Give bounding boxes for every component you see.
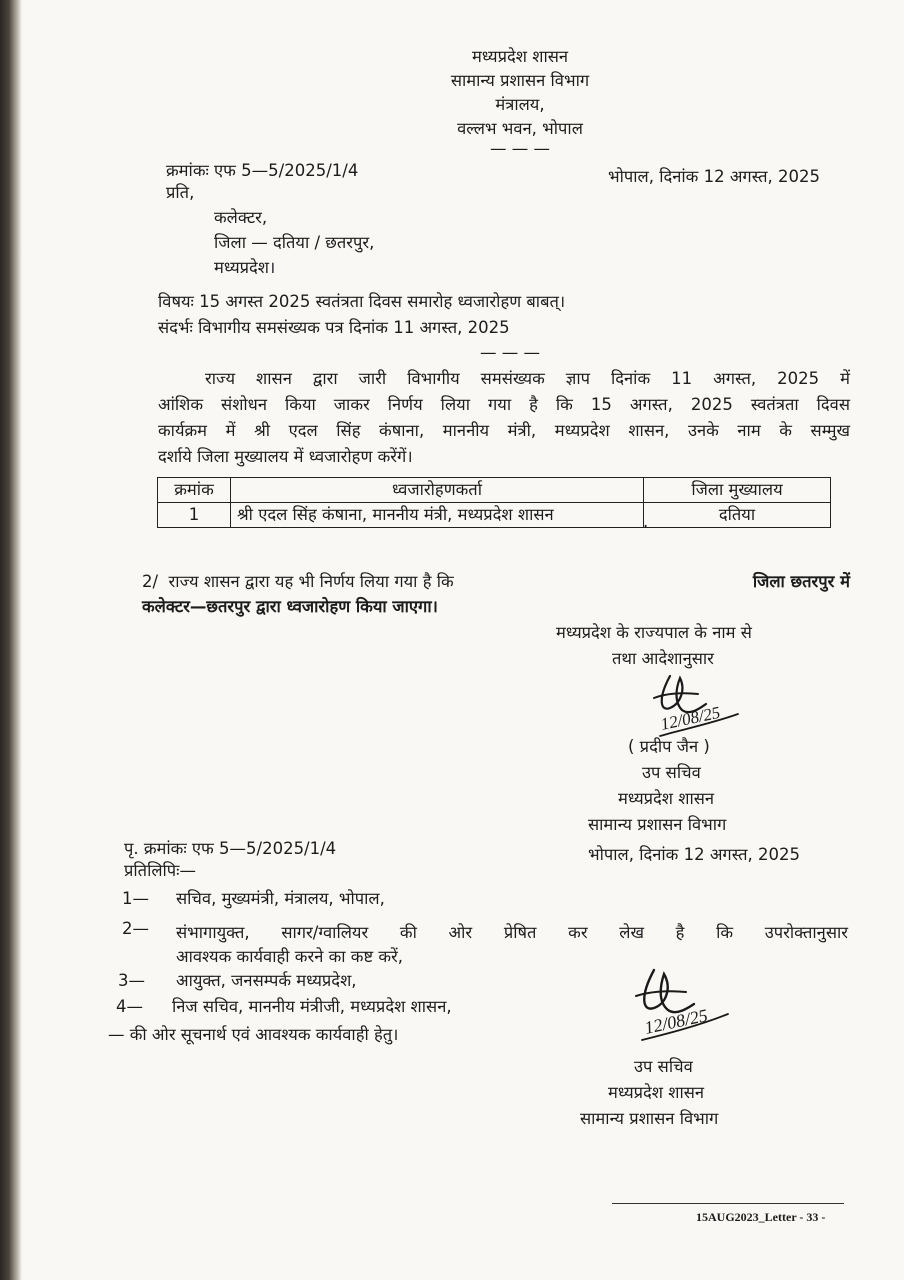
- cell-sno: 1: [158, 503, 231, 528]
- to-label: प्रति,: [166, 183, 195, 202]
- subject-line: विषयः 15 अगस्त 2025 स्वतंत्रता दिवस समारोह ध्वजारोहण बाबत्।: [158, 292, 566, 311]
- copy-item-2-text-cont: आवश्यक कार्यवाही करने का कष्ट करें,: [176, 947, 404, 966]
- header-address: वल्लभ भवन, भोपाल: [457, 119, 583, 138]
- copy-item-4-text: निज सचिव, माननीय मंत्रीजी, मध्यप्रदेश शासन,: [172, 997, 452, 1016]
- sig2-department: सामान्य प्रशासन विभाग: [580, 1109, 719, 1128]
- sig1-date-text: 12/08/25: [658, 702, 722, 734]
- sig1-govt: मध्यप्रदेश शासन: [618, 789, 715, 808]
- sig2-designation: उप सचिव: [634, 1057, 693, 1076]
- header-ministry: मंत्रालय,: [495, 95, 545, 114]
- copy-to-label: प्रतिलिपिः—: [124, 861, 197, 880]
- para2-bold-district: जिला छतरपुर में: [752, 572, 850, 591]
- copy-item-2-num: 2—: [122, 919, 149, 938]
- sig2-govt: मध्यप्रदेश शासन: [608, 1083, 705, 1102]
- sig1-department: सामान्य प्रशासन विभाग: [588, 815, 727, 834]
- reference-line: संदर्भः विभागीय समसंख्यक पत्र दिनांक 11 अगस्त, 2025: [158, 318, 510, 337]
- recipient-line-1: कलेक्टर,: [214, 208, 268, 227]
- binding-edge: [0, 0, 22, 1280]
- subject-divider: — — —: [480, 343, 540, 362]
- header-govt: मध्यप्रदेश शासन: [471, 47, 569, 66]
- flag-hoisting-table: [157, 477, 831, 531]
- footer-rule: [612, 1203, 844, 1204]
- recipient-line-2: जिला — दतिया / छतरपुर,: [214, 233, 375, 252]
- para2-line-2: कलेक्टर—छतरपुर द्वारा ध्वजारोहण किया जाएगा।: [142, 597, 438, 616]
- signature-2: [620, 962, 740, 1044]
- copy-item-1-text: सचिव, मुख्यमंत्री, मंत्रालय, भोपाल,: [176, 889, 385, 908]
- body-line-2: आंशिक संशोधन किया जाकर निर्णय लिया गया है कि 15 अगस्त, 2025 स्वतंत्रता दिवस: [158, 395, 850, 414]
- letter-ref-number: क्रमांकः एफ 5—5/2025/1/4: [166, 161, 359, 180]
- signatory-name: ( प्रदीप जैन ): [628, 737, 710, 756]
- order-line-2: तथा आदेशानुसार: [612, 649, 714, 668]
- copy-item-2-text: संभागायुक्त, सागर/ग्वालियर की ओर प्रेषित कर लेख है कि उपरोक्तानुसार: [176, 923, 848, 942]
- cell-mark: .: [643, 512, 649, 531]
- col-header-hoister: ध्वजारोहणकर्ता: [231, 478, 644, 503]
- para2-prefix: 2/ राज्य शासन द्वारा यह भी निर्णय लिया गया है कि: [142, 572, 454, 591]
- body-line-1: राज्य शासन द्वारा जारी विभागीय समसंख्यक ज्ञाप दिनांक 11 अगस्त, 2025 में: [205, 369, 850, 388]
- copy-item-3-num: 3—: [118, 971, 145, 990]
- sig2-date-text: 12/08/25: [642, 1005, 710, 1038]
- endorsement-place-date: भोपाल, दिनांक 12 अगस्त, 2025: [588, 845, 801, 864]
- header-divider: — — —: [490, 139, 550, 158]
- cell-district: [643, 503, 831, 531]
- handwritten-signature-2-icon: [620, 962, 740, 1044]
- copy-item-4-num: 4—: [116, 997, 143, 1016]
- col-header-sno: क्रमांक: [158, 478, 231, 503]
- cell-hoister: श्री एदल सिंह कंषाना, माननीय मंत्री, मध्यप्रदेश शासन: [231, 503, 644, 528]
- order-line-1: मध्यप्रदेश के राज्यपाल के नाम से: [556, 623, 752, 642]
- table-header-row: [158, 478, 831, 503]
- table-row: [158, 503, 831, 528]
- copy-item-1-num: 1—: [122, 889, 149, 908]
- recipient-line-3: मध्यप्रदेश।: [214, 258, 276, 277]
- col-header-district: जिला मुख्यालय: [644, 478, 831, 503]
- header-department: सामान्य प्रशासन विभाग: [450, 71, 590, 90]
- letter-place-date: भोपाल, दिनांक 12 अगस्त, 2025: [608, 167, 821, 186]
- endorsement-ref-number: पृ. क्रमांकः एफ 5—5/2025/1/4: [124, 839, 337, 858]
- handwritten-signature-1-icon: [640, 668, 750, 740]
- para2-line-1: [142, 571, 850, 593]
- footer-ref: 15AUG2023_Letter - 33 -: [696, 1210, 826, 1224]
- signature-1: [640, 668, 750, 740]
- sig1-designation: उप सचिव: [642, 763, 701, 782]
- endorsement-closing: — की ओर सूचनार्थ एवं आवश्यक कार्यवाही हेतु।: [108, 1025, 399, 1044]
- cell-district-value: दतिया: [718, 505, 756, 524]
- body-line-4: दर्शाये जिला मुख्यालय में ध्वजारोहण करेंगें।: [158, 447, 413, 466]
- copy-item-3-text: आयुक्त, जनसम्पर्क मध्यप्रदेश,: [176, 971, 357, 990]
- body-line-3: कार्यक्रम में श्री एदल सिंह कंषाना, माननीय मंत्री, मध्यप्रदेश शासन, उनके नाम के सम्मुख: [158, 421, 850, 440]
